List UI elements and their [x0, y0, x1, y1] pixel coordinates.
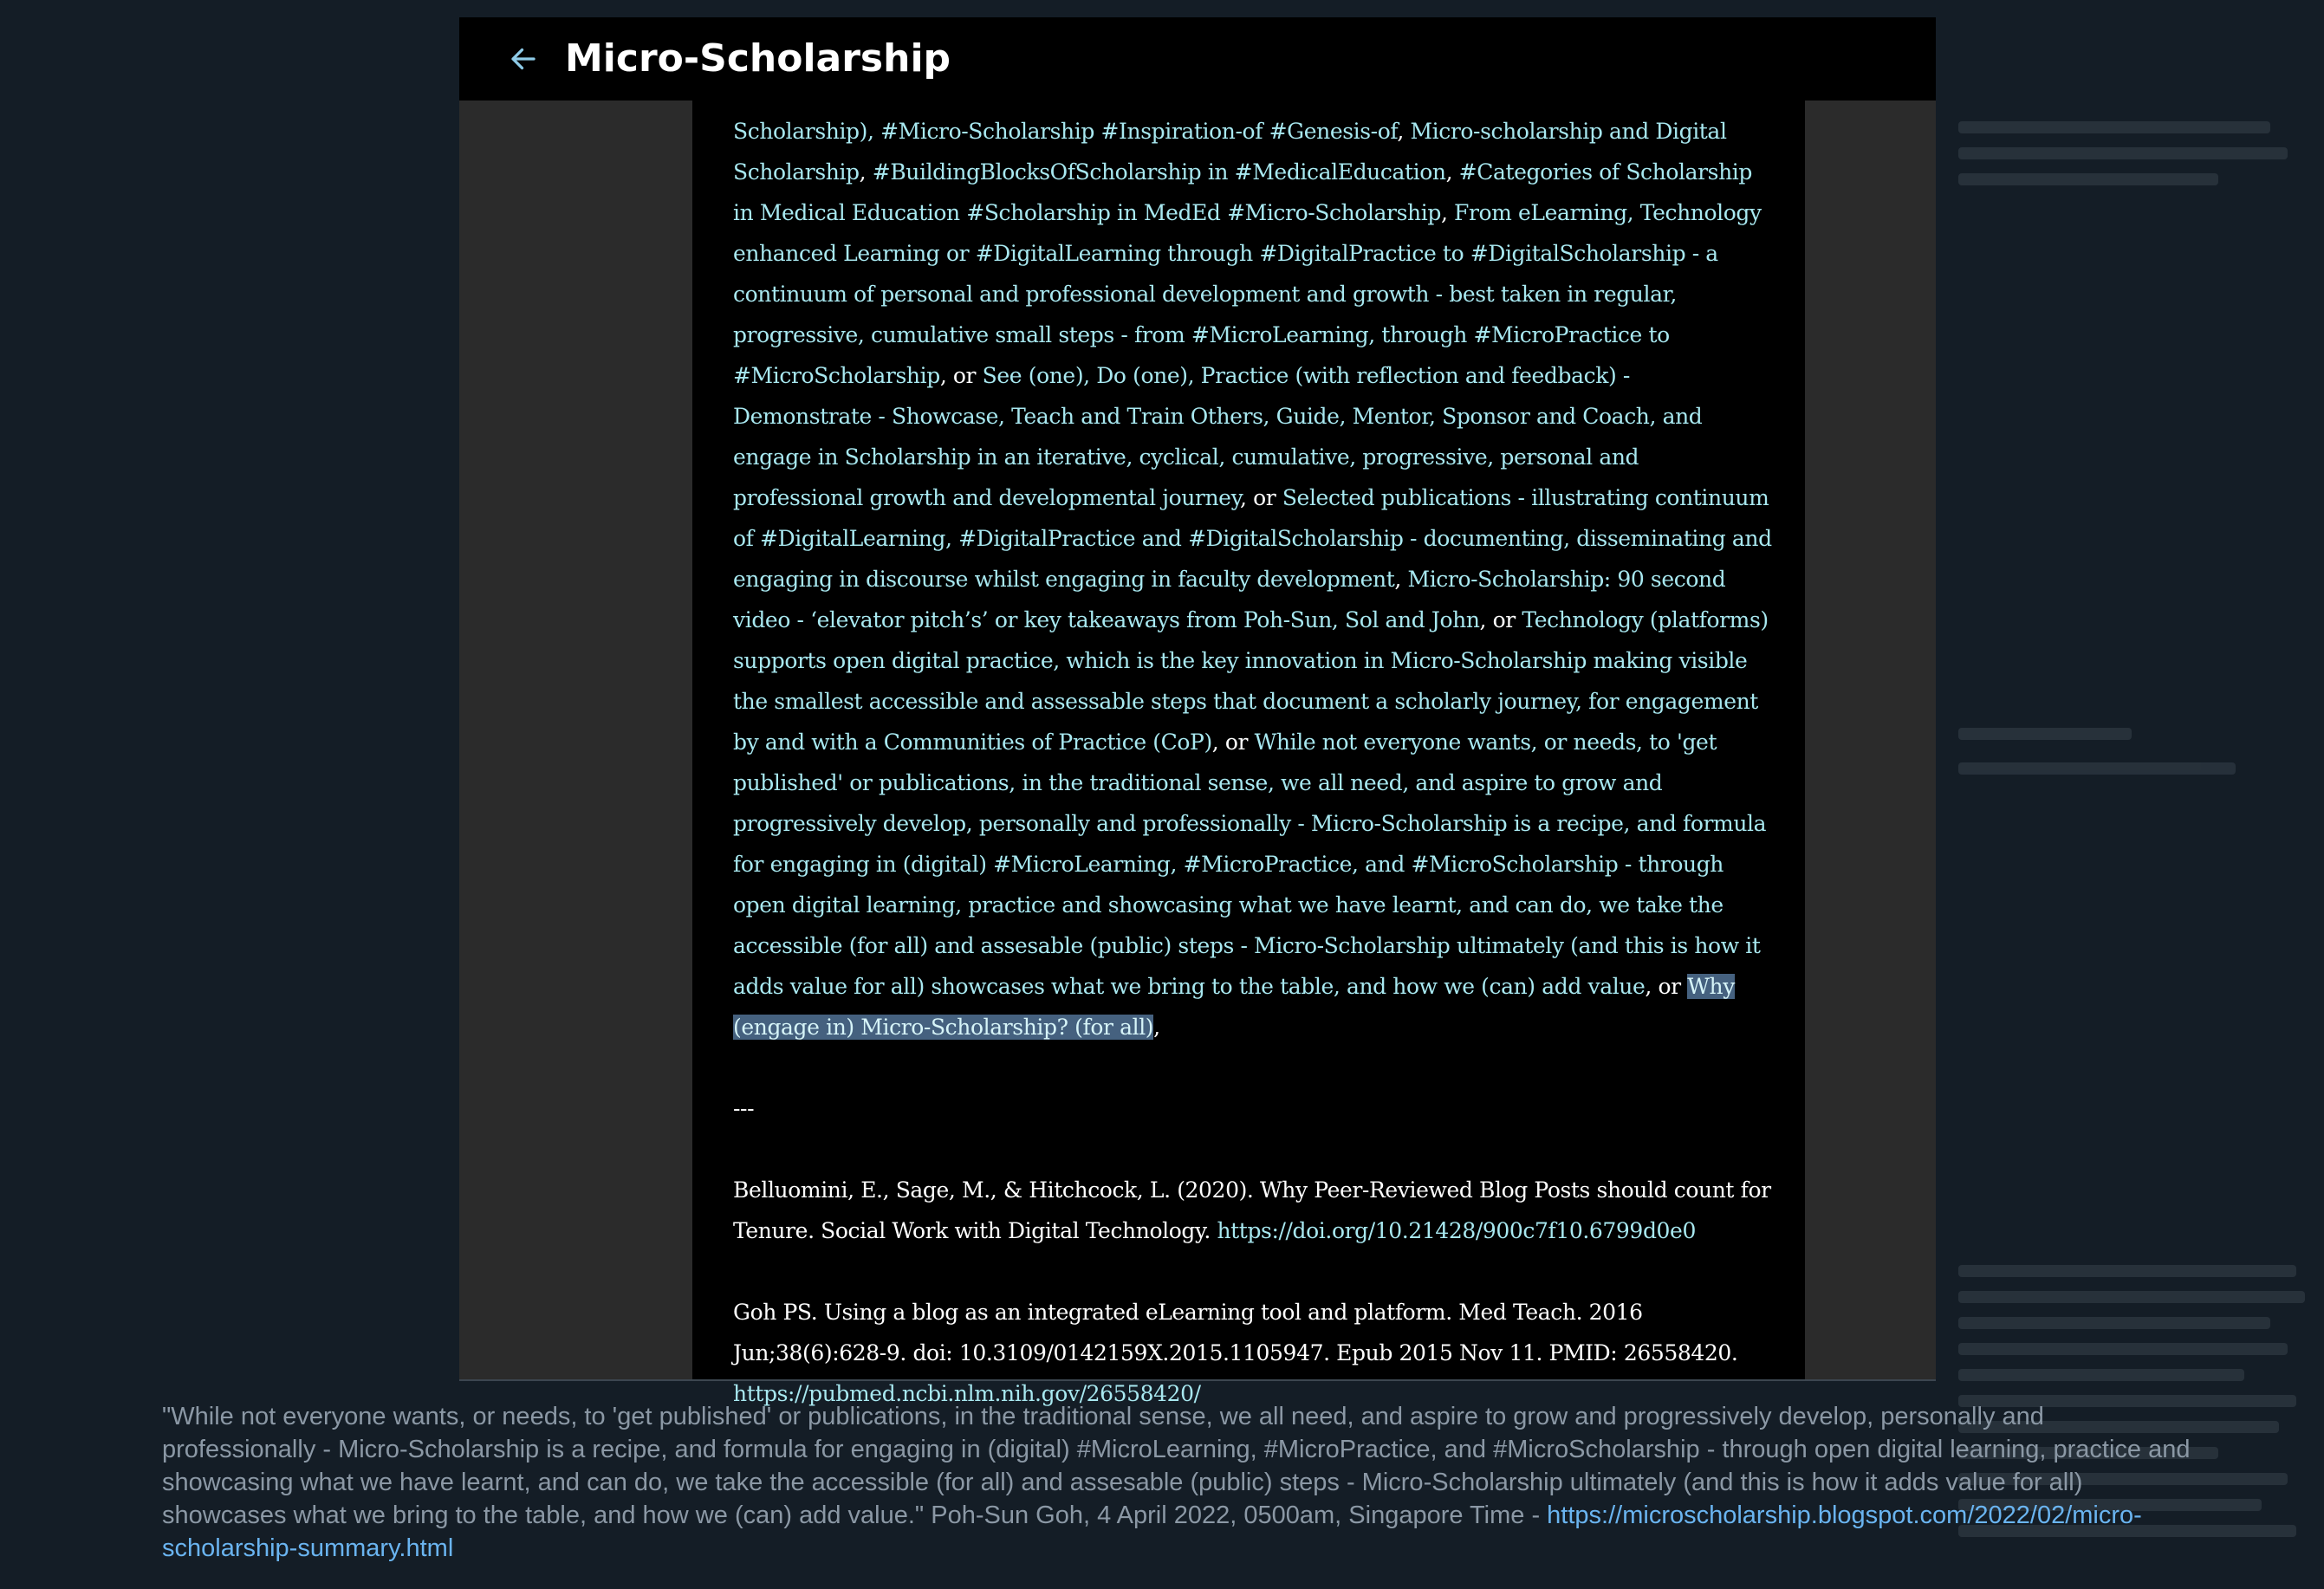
background-ghost-bar [1958, 762, 2236, 775]
article-text: , or [1479, 607, 1522, 632]
article-link[interactable]: Selected publications - illustrating continuum of #DigitalLearning, #DigitalPractice and #DigitalScholarship - documenting, disseminating and engaging in discourse whilst engaging in faculty development [733, 485, 1772, 592]
article-link[interactable]: While not everyone wants, or needs, to 'get published' or publications, in the traditional sense, we all need, and aspire to grow and progressively develop, personally and professionally - Micro-Scholarship is a recipe, and formula for engaging in (digital) #MicroLearning, #MicroPractice, and #MicroScholarship - through open digital learning, practice and showcasing what we have learnt, and can do, we take the accessible (for all) and assesable (public) steps - Micro-Scholarship ultimately (and this is how it adds value for all) showcases what we bring to the table, and how we (can) add value [733, 730, 1767, 999]
background-ghost-bar [1958, 173, 2218, 185]
article-link[interactable]: Technology (platforms) supports open digital practice, which is the key innovation in Micro-Scholarship making visible the smallest accessible and assessable steps that document a scholarly journey, for engagement by and with a Communities of Practice (CoP) [733, 607, 1769, 755]
article-link[interactable]: Micro-scholarship and Digital Scholarship [733, 119, 1727, 185]
background-ghost-bar [1958, 1291, 2305, 1303]
viewer-header [459, 17, 1936, 101]
viewer-title: Micro-Scholarship [565, 36, 951, 81]
background-ghost-bar [1958, 1317, 2270, 1329]
reference-1-text: Belluomini, E., Sage, M., & Hitchcock, L. (2020). Why Peer-Reviewed Blog Posts should count for Tenure. Social Work with Digital Technology. [733, 1177, 1771, 1243]
background-ghost-bar [1958, 1343, 2288, 1355]
background-ghost-bar [1958, 1369, 2244, 1381]
reference-2-text: Goh PS. Using a blog as an integrated eLearning tool and platform. Med Teach. 2016 Jun;38(6):628-9. doi: 10.3109/0142159X.2015.1105947. Epub 2015 Nov 11. PMID: 26558420. [733, 1300, 1738, 1365]
caption-link[interactable]: https://microscholarship.blogspot.com/2022/02/micro-scholarship-summary.html [162, 1501, 2142, 1562]
separator: --- [733, 1096, 755, 1121]
reference-2 [733, 1292, 1773, 1414]
reference-1-link[interactable]: https://doi.org/10.21428/900c7f10.6799d0e0 [1217, 1218, 1696, 1243]
background-timeline-left [0, 0, 459, 1386]
background-ghost-bar [1958, 728, 2132, 740]
article-text: , or [1239, 485, 1282, 510]
reference-1 [733, 1170, 1773, 1251]
viewer-divider [459, 1379, 1936, 1381]
article-text: , [859, 159, 873, 185]
image-viewer [459, 17, 1936, 1406]
article-text: , [1445, 159, 1459, 185]
blog-page-screenshot [692, 101, 1805, 1406]
caption-text: "While not everyone wants, or needs, to 'get published' or publications, in the traditional sense, we all need, and aspire to grow and progressively develop, personally and professionally - Micro-Scholarship is a recipe, and formula for engaging in (digital) #MicroLearning, #MicroPractice, and #MicroScholarship - through open digital learning, practice and showcasing what we have learnt, and can do, we take the accessible (for all) and assesable (public) steps - Micro-Scholarship ultimately (and this is how it adds value for all) showcases what we bring to the table, and how we (can) add value." Poh-Sun Goh, 4 April 2022, 0500am, Singapore Time - [162, 1403, 2191, 1529]
article-link[interactable]: #Categories of Scholarship in Medical Education #Scholarship in MedEd #Micro-Scholarship [733, 159, 1752, 225]
article-link[interactable]: #BuildingBlocksOfScholarship in #MedicalEducation [872, 159, 1446, 185]
article-link[interactable]: See (one), Do (one), Practice (with reflection and feedback) - Demonstrate - Showcase, Teach and Train Others, Guide, Mentor, Sponsor and Coach, and engage in Scholarship in an iterative, cyclical, cumulative, progressive, personal and professional growth and developmental journey [733, 363, 1703, 510]
article-paragraph [733, 111, 1773, 1047]
article-link-selected[interactable]: Why (engage in) Micro-Scholarship? (for all) [733, 974, 1735, 1040]
background-ghost-bar [1958, 121, 2270, 133]
article-text: , or [939, 363, 983, 388]
background-ghost-bar [1958, 147, 2288, 159]
article-link[interactable]: From eLearning, Technology enhanced Learning or #DigitalLearning through #DigitalPractice to #DigitalScholarship - a continuum of personal and professional development and growth - best taken in regular, progressive, cumulative small steps - from #MicroLearning, through #MicroPractice to #MicroScholarship [733, 200, 1762, 388]
background-sidebar-right [1941, 0, 2324, 1589]
article-text: , [1394, 567, 1408, 592]
article-text: , [1397, 119, 1411, 144]
article-text: , [1440, 200, 1455, 225]
article-text: , or [1211, 730, 1255, 755]
reference-2-link[interactable]: https://pubmed.ncbi.nlm.nih.gov/26558420/ [733, 1381, 1201, 1406]
article-text: , or [1645, 974, 1688, 999]
article-body [733, 101, 1773, 1414]
image-caption [162, 1400, 2198, 1565]
article-text: , [1153, 1015, 1160, 1040]
background-ghost-bar [1958, 1265, 2296, 1277]
article-link[interactable]: Micro-Scholarship: 90 second video - ‘elevator pitch’s’ or key takeaways from Poh-Sun, Sol and John [733, 567, 1726, 632]
article-link[interactable]: Scholarship), #Micro-Scholarship #Inspiration-of #Genesis-of [733, 119, 1398, 144]
arrow-left-icon[interactable] [508, 43, 539, 75]
